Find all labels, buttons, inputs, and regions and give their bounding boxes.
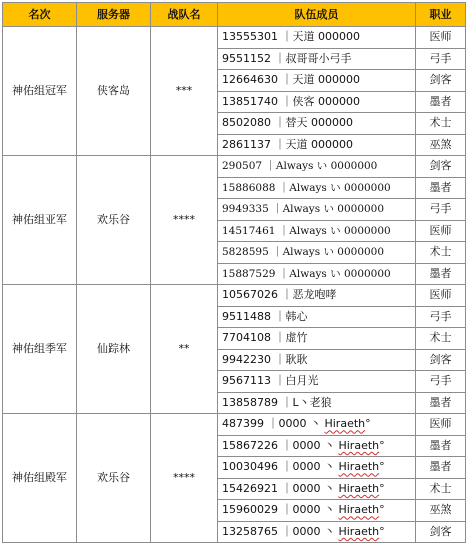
- spellcheck-word: Hiraeth: [324, 417, 366, 431]
- member-cell: 8502080 ｜替天 000000: [218, 113, 416, 135]
- job-cell: 术士: [416, 328, 466, 350]
- rank-cell: 神佑组亚军: [3, 156, 77, 285]
- header-rank: 名次: [3, 3, 77, 27]
- job-cell: 巫煞: [416, 500, 466, 522]
- member-cell: 10567026 ｜恶龙咆哮: [218, 285, 416, 307]
- member-cell: 13555301 ｜天道 000000: [218, 27, 416, 49]
- member-cell: 12664630 ｜天道 000000: [218, 70, 416, 92]
- member-cell: 9942230 ｜耿耿: [218, 349, 416, 371]
- team-cell: ****: [151, 156, 218, 285]
- table-row: [3, 156, 466, 178]
- job-cell: 医师: [416, 27, 466, 49]
- member-cell: 15867226 ｜0000 丶 Hiraeth°: [218, 435, 416, 457]
- job-cell: 巫煞: [416, 134, 466, 156]
- job-cell: 墨者: [416, 457, 466, 479]
- member-cell: 9551152 ｜叔哥哥小弓手: [218, 48, 416, 70]
- member-cell: 7704108 ｜虚竹: [218, 328, 416, 350]
- job-cell: 术士: [416, 242, 466, 264]
- rank-cell: 神佑组冠军: [3, 27, 77, 156]
- server-cell: 欢乐谷: [77, 414, 151, 543]
- job-cell: 弓手: [416, 371, 466, 393]
- table-row: [3, 27, 466, 49]
- header-server: 服务器: [77, 3, 151, 27]
- job-cell: 墨者: [416, 263, 466, 285]
- job-cell: 术士: [416, 113, 466, 135]
- header-members: 队伍成员: [218, 3, 416, 27]
- member-cell: 15960029 ｜0000 丶 Hiraeth°: [218, 500, 416, 522]
- server-cell: 欢乐谷: [77, 156, 151, 285]
- member-cell: 10030496 ｜0000 丶 Hiraeth°: [218, 457, 416, 479]
- job-cell: 剑客: [416, 521, 466, 543]
- spellcheck-word: Hiraeth: [338, 481, 380, 495]
- job-cell: 剑客: [416, 156, 466, 178]
- ranking-table: [2, 2, 466, 543]
- header-job: 职业: [416, 3, 466, 27]
- spellcheck-word: Hiraeth: [338, 460, 380, 474]
- spellcheck-word: Hiraeth: [338, 524, 380, 538]
- member-cell: 2861137 ｜天道 000000: [218, 134, 416, 156]
- job-cell: 弓手: [416, 306, 466, 328]
- member-cell: 487399 ｜0000 丶 Hiraeth°: [218, 414, 416, 436]
- team-cell: **: [151, 285, 218, 414]
- rank-cell: 神佑组季军: [3, 285, 77, 414]
- team-cell: ***: [151, 27, 218, 156]
- member-cell: 5828595 ｜Always い 0000000: [218, 242, 416, 264]
- member-cell: 15886088 ｜Always い 0000000: [218, 177, 416, 199]
- job-cell: 弓手: [416, 48, 466, 70]
- member-cell: 15887529 ｜Always い 0000000: [218, 263, 416, 285]
- job-cell: 墨者: [416, 177, 466, 199]
- member-cell: 290507 ｜Always い 0000000: [218, 156, 416, 178]
- job-cell: 医师: [416, 220, 466, 242]
- rank-cell: 神佑组殿军: [3, 414, 77, 543]
- job-cell: 医师: [416, 414, 466, 436]
- job-cell: 医师: [416, 285, 466, 307]
- member-cell: 9567113 ｜白月光: [218, 371, 416, 393]
- job-cell: 剑客: [416, 70, 466, 92]
- member-cell: 13258765 ｜0000 丶 Hiraeth°: [218, 521, 416, 543]
- member-cell: 15426921 ｜0000 丶 Hiraeth°: [218, 478, 416, 500]
- job-cell: 墨者: [416, 91, 466, 113]
- job-cell: 术士: [416, 478, 466, 500]
- job-cell: 墨者: [416, 392, 466, 414]
- spellcheck-word: Hiraeth: [338, 503, 380, 517]
- team-cell: ****: [151, 414, 218, 543]
- header-row: [3, 3, 466, 27]
- member-cell: 13858789 ｜L丶老狼: [218, 392, 416, 414]
- job-cell: 墨者: [416, 435, 466, 457]
- table-row: [3, 414, 466, 436]
- member-cell: 9511488 ｜韩心: [218, 306, 416, 328]
- server-cell: 仙踪林: [77, 285, 151, 414]
- job-cell: 剑客: [416, 349, 466, 371]
- member-cell: 13851740 ｜侠客 000000: [218, 91, 416, 113]
- job-cell: 弓手: [416, 199, 466, 221]
- spellcheck-word: Hiraeth: [338, 438, 380, 452]
- member-cell: 14517461 ｜Always い 0000000: [218, 220, 416, 242]
- table-row: [3, 285, 466, 307]
- server-cell: 侠客岛: [77, 27, 151, 156]
- header-team: 战队名: [151, 3, 218, 27]
- member-cell: 9949335 ｜Always い 0000000: [218, 199, 416, 221]
